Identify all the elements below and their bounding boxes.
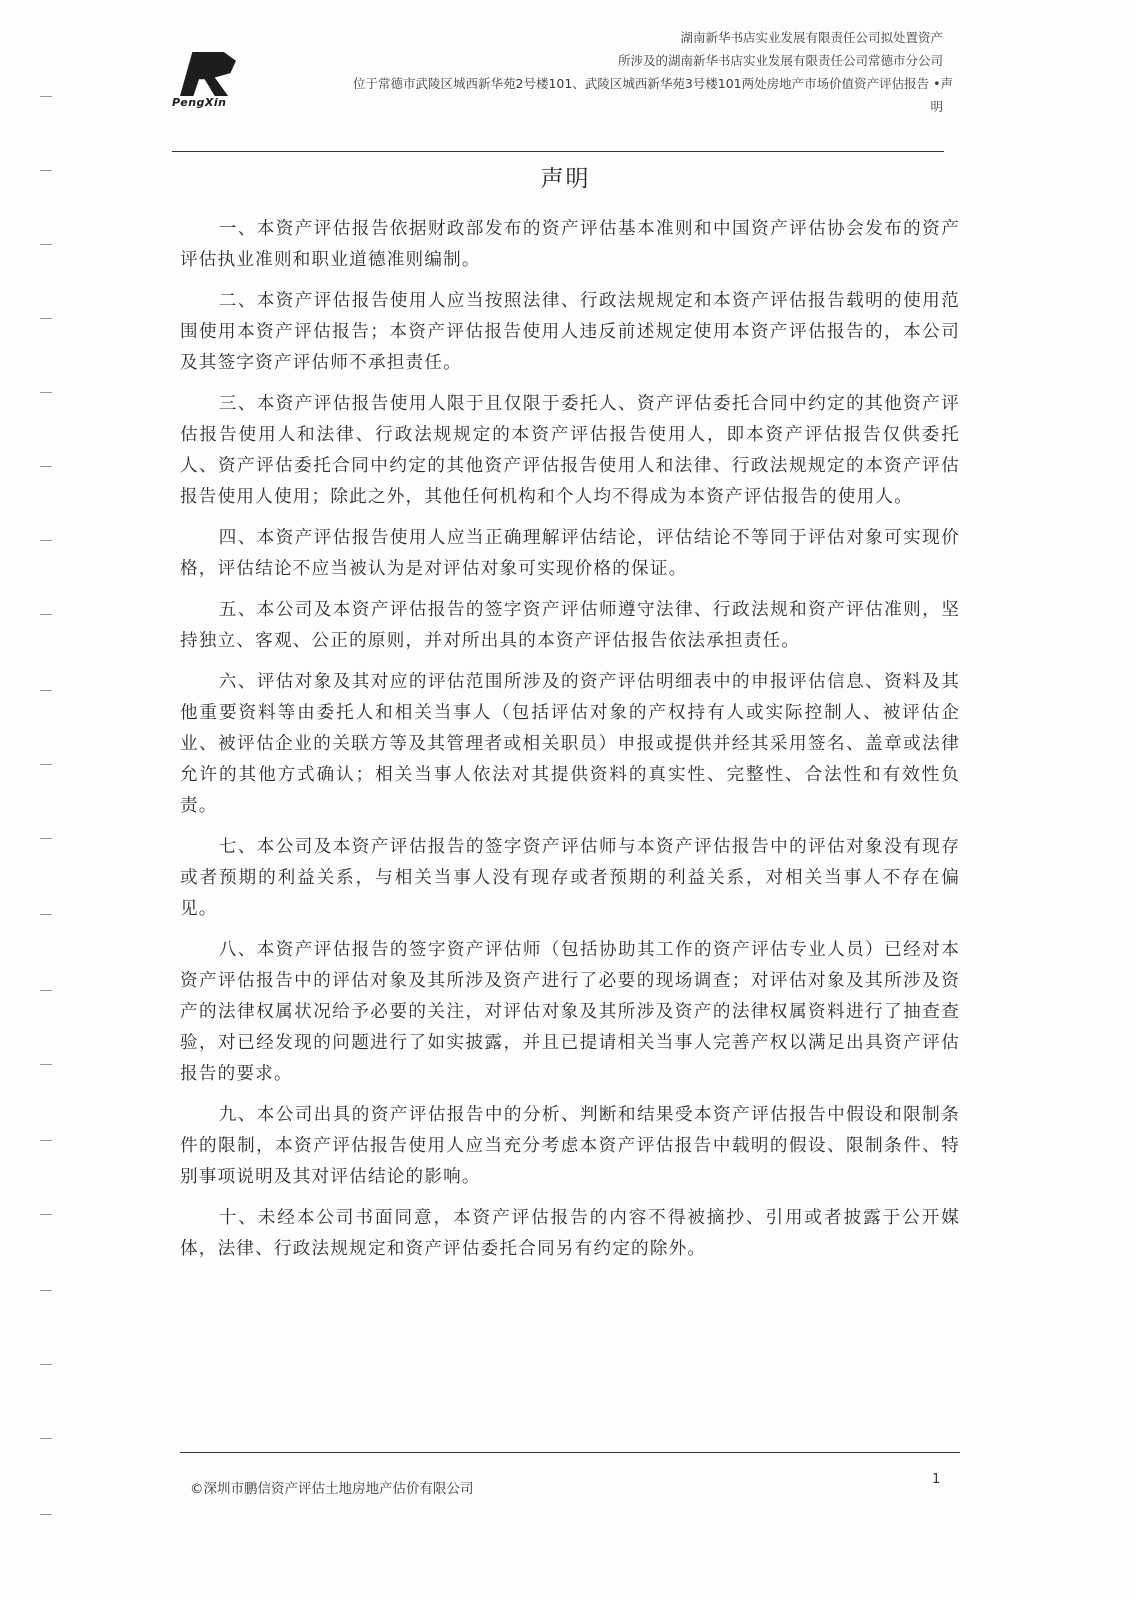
logo-text: PengXin xyxy=(172,96,227,109)
header-line-1: 湖南新华书店实业发展有限责任公司拟处置资产 xyxy=(680,30,943,45)
declaration-paragraph-1: 一、本资产评估报告依据财政部发布的资产评估基本准则和中国资产评估协会发布的资产评估执业准则和职业道德准则编制。 xyxy=(180,219,960,270)
header-divider xyxy=(172,151,944,152)
declaration-paragraph-6: 六、评估对象及其对应的评估范围所涉及的资产评估明细表中的申报评估信息、资料及其他重要资料等由委托人和相关当事人（包括评估对象的产权持有人或实际控制人、被评估企业、被评估企业的关联方等及其管理者或相关职员）申报或提供并经其采用签名、盖章或法律允许的其他方式确认；相关当事人依法对其提供资料的真实性、完整性、合法性和有效性负责。 xyxy=(180,672,960,816)
declaration-paragraph-9: 九、本公司出具的资产评估报告中的分析、判断和结果受本资产评估报告中假设和限制条件的限制，本资产评估报告使用人应当充分考虑本资产评估报告中载明的假设、限制条件、特别事项说明及其对评估结论的影响。 xyxy=(180,1105,960,1187)
declaration-body xyxy=(180,214,960,1275)
company-logo xyxy=(172,52,242,116)
page-number: 1 xyxy=(932,1472,941,1487)
declaration-paragraph-2: 二、本资产评估报告使用人应当按照法律、行政法规规定和本资产评估报告载明的使用范围使用本资产评估报告；本资产评估报告使用人违反前述规定使用本资产评估报告的，本公司及其签字资产评估师不承担责任。 xyxy=(180,291,960,373)
declaration-paragraph-5: 五、本公司及本资产评估报告的签字资产评估师遵守法律、行政法规和资产评估准则，坚持独立、客观、公正的原则，并对所出具的本资产评估报告依法承担责任。 xyxy=(180,600,960,651)
footer-copyright: ©深圳市鹏信资产评估土地房地产估价有限公司 xyxy=(190,1481,474,1497)
declaration-paragraph-3: 三、本资产评估报告使用人限于且仅限于委托人、资产评估委托合同中约定的其他资产评估报告使用人和法律、行政法规规定的本资产评估报告使用人，即本资产评估报告仅供委托人、资产评估委托合同中约定的其他资产评估报告使用人和法律、行政法规规定的本资产评估报告使用人使用；除此之外，其他任何机构和个人均不得成为本资产评估报告的使用人。 xyxy=(180,394,960,507)
declaration-paragraph-8: 八、本资产评估报告的签字资产评估师（包括协助其工作的资产评估专业人员）已经对本资产评估报告中的评估对象及其所涉及资产进行了必要的现场调查；对评估对象及其所涉及资产的法律权属状况给予必要的关注，对评估对象及其所涉及资产的法律权属资料进行了抽查查验，对已经发现的问题进行了如实披露，并且已提请相关当事人完善产权以满足出具资产评估报告的要求。 xyxy=(180,940,960,1084)
page-title: 声明 xyxy=(540,166,591,192)
running-header xyxy=(243,26,953,118)
footer-divider xyxy=(180,1452,960,1453)
header-line-2: 所涉及的湖南新华书店实业发展有限责任公司常德市分公司 xyxy=(617,53,943,68)
declaration-paragraph-7: 七、本公司及本资产评估报告的签字资产评估师与本资产评估报告中的评估对象没有现存或者预期的利益关系，与相关当事人没有现存或者预期的利益关系，对相关当事人不存在偏见。 xyxy=(180,837,960,919)
logo-mark-icon xyxy=(180,52,236,96)
declaration-paragraph-4: 四、本资产评估报告使用人应当正确理解评估结论，评估结论不等同于评估对象可实现价格，评估结论不应当被认为是对评估对象可实现价格的保证。 xyxy=(180,528,960,579)
header-line-4: 明 xyxy=(930,99,943,114)
declaration-paragraph-10: 十、未经本公司书面同意，本资产评估报告的内容不得被摘抄、引用或者披露于公开媒体，法律、行政法规规定和资产评估委托合同另有约定的除外。 xyxy=(180,1208,960,1259)
header-line-3: 位于常德市武陵区城西新华苑2号楼101、武陵区城西新华苑3号楼101两处房地产市场价值资产评估报告 •声 xyxy=(353,76,953,91)
